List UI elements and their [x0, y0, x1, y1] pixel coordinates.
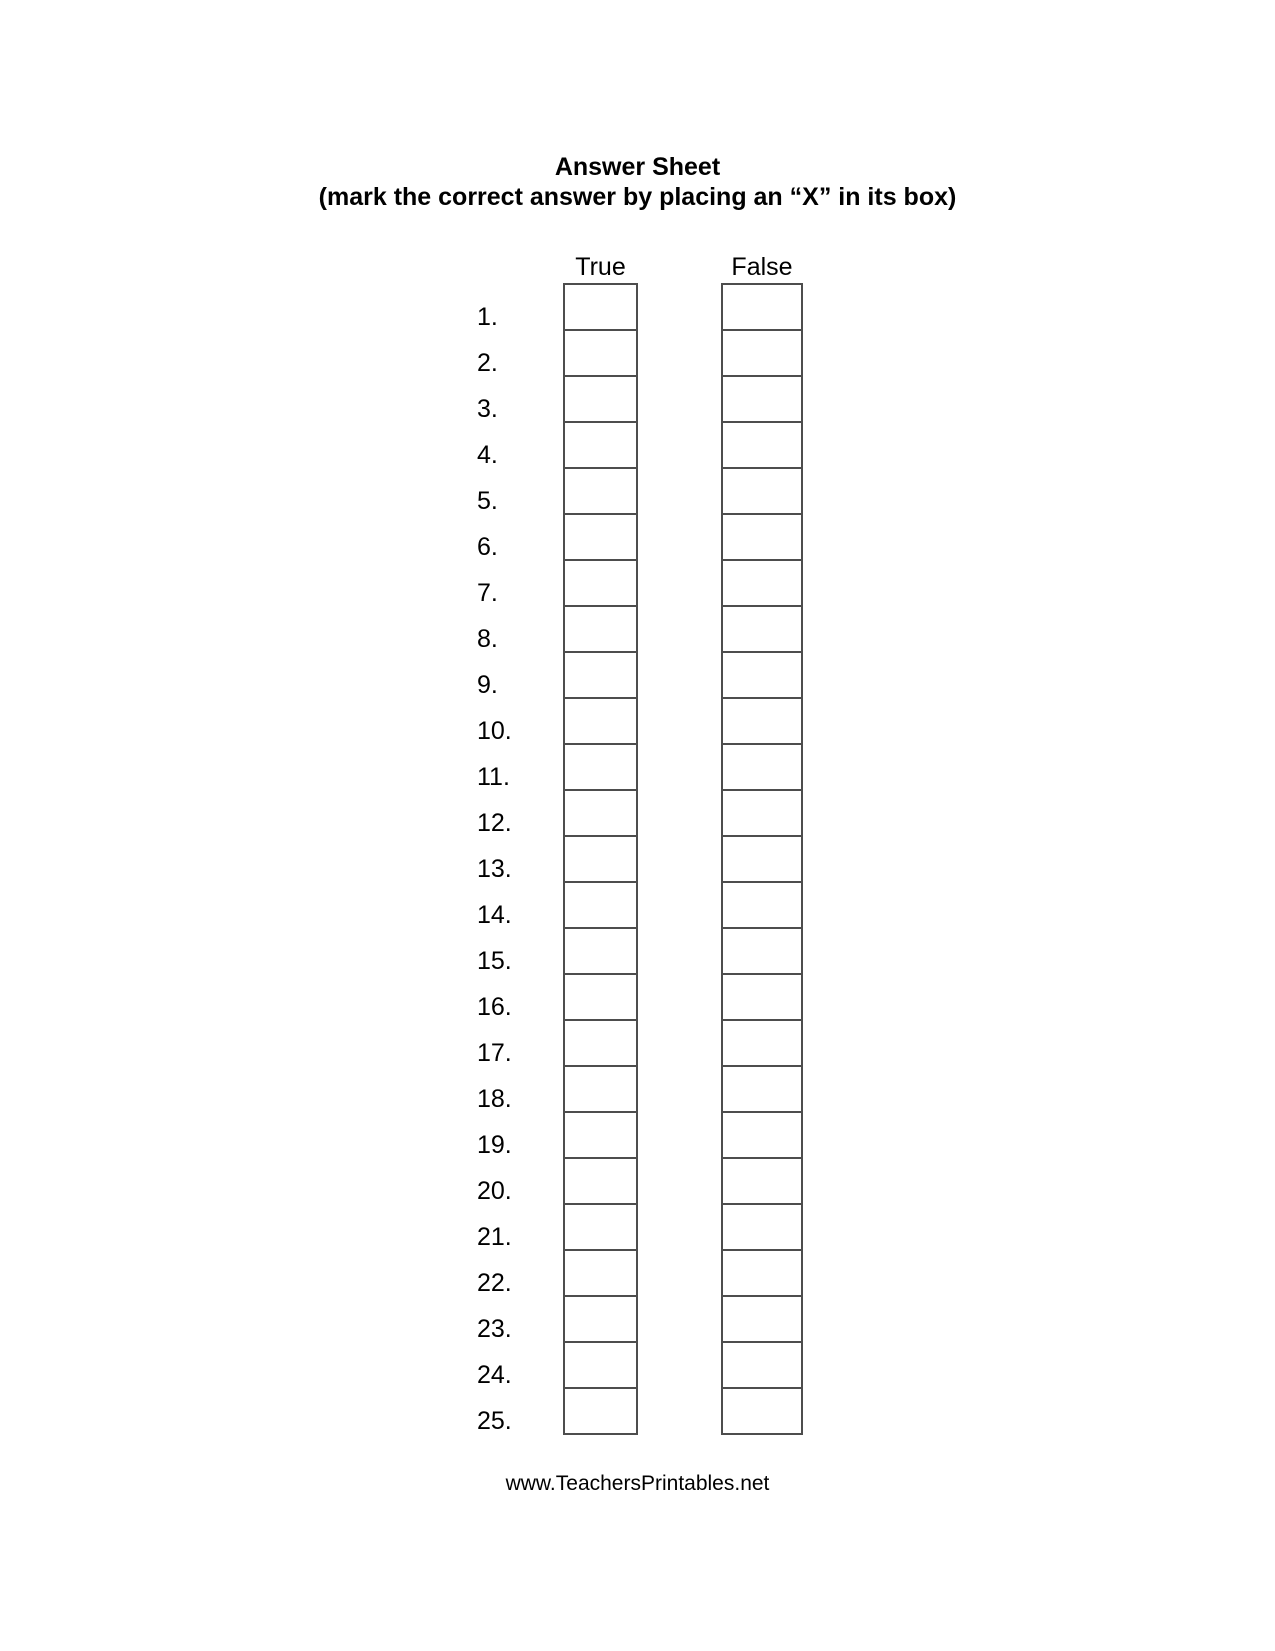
page-title: Answer Sheet — [554, 153, 721, 181]
question-number: 24. — [477, 1361, 512, 1389]
false-answer-box[interactable] — [721, 605, 803, 653]
true-answer-box[interactable] — [563, 1249, 638, 1297]
false-answer-box[interactable] — [721, 421, 803, 469]
true-answer-box[interactable] — [563, 421, 638, 469]
false-answer-box[interactable] — [721, 651, 803, 699]
false-answer-box[interactable] — [721, 973, 803, 1021]
true-answer-box[interactable] — [563, 697, 638, 745]
question-number-column — [477, 283, 512, 1433]
false-answer-box[interactable] — [721, 329, 803, 377]
true-checkbox-column — [563, 283, 638, 1435]
true-answer-box[interactable] — [563, 1341, 638, 1389]
false-answer-box[interactable] — [721, 513, 803, 561]
false-answer-box[interactable] — [721, 1203, 803, 1251]
true-answer-box[interactable] — [563, 375, 638, 423]
false-answer-box[interactable] — [721, 1387, 803, 1435]
true-answer-box[interactable] — [563, 1387, 638, 1435]
question-number: 9. — [477, 671, 498, 699]
false-answer-box[interactable] — [721, 881, 803, 929]
true-answer-box[interactable] — [563, 513, 638, 561]
false-answer-box[interactable] — [721, 467, 803, 515]
false-answer-box[interactable] — [721, 1295, 803, 1343]
false-answer-box[interactable] — [721, 743, 803, 791]
question-number: 11. — [477, 763, 510, 791]
question-number: 3. — [477, 395, 498, 423]
column-header-true: True — [575, 253, 626, 281]
column-header-false: False — [731, 253, 793, 281]
question-number: 14. — [477, 901, 512, 929]
question-number: 8. — [477, 625, 498, 653]
question-number: 5. — [477, 487, 498, 515]
true-answer-box[interactable] — [563, 1111, 638, 1159]
question-number: 2. — [477, 349, 498, 377]
true-answer-box[interactable] — [563, 881, 638, 929]
question-number: 23. — [477, 1315, 512, 1343]
question-number: 6. — [477, 533, 498, 561]
page-subtitle: (mark the correct answer by placing an “X” in its box) — [318, 183, 957, 211]
question-number: 16. — [477, 993, 512, 1021]
true-answer-box[interactable] — [563, 605, 638, 653]
true-answer-box[interactable] — [563, 789, 638, 837]
true-answer-box[interactable] — [563, 1065, 638, 1113]
true-answer-box[interactable] — [563, 743, 638, 791]
question-number: 20. — [477, 1177, 512, 1205]
true-answer-box[interactable] — [563, 835, 638, 883]
false-checkbox-column — [721, 283, 803, 1435]
false-answer-box[interactable] — [721, 1065, 803, 1113]
false-answer-box[interactable] — [721, 835, 803, 883]
false-answer-box[interactable] — [721, 789, 803, 837]
false-answer-box[interactable] — [721, 375, 803, 423]
true-answer-box[interactable] — [563, 283, 638, 331]
false-answer-box[interactable] — [721, 927, 803, 975]
question-number: 4. — [477, 441, 498, 469]
question-number: 10. — [477, 717, 512, 745]
question-number: 17. — [477, 1039, 512, 1067]
true-answer-box[interactable] — [563, 927, 638, 975]
false-answer-box[interactable] — [721, 283, 803, 331]
title-block — [0, 152, 1275, 212]
question-number: 13. — [477, 855, 512, 883]
true-answer-box[interactable] — [563, 1203, 638, 1251]
false-answer-box[interactable] — [721, 1341, 803, 1389]
question-number: 1. — [477, 303, 498, 331]
question-number: 22. — [477, 1269, 512, 1297]
question-number: 18. — [477, 1085, 512, 1113]
true-answer-box[interactable] — [563, 1295, 638, 1343]
false-answer-box[interactable] — [721, 559, 803, 607]
question-number: 7. — [477, 579, 498, 607]
question-number: 12. — [477, 809, 512, 837]
false-answer-box[interactable] — [721, 1111, 803, 1159]
false-answer-box[interactable] — [721, 1249, 803, 1297]
question-number: 15. — [477, 947, 512, 975]
question-number: 19. — [477, 1131, 512, 1159]
false-answer-box[interactable] — [721, 1157, 803, 1205]
true-answer-box[interactable] — [563, 329, 638, 377]
question-number: 25. — [477, 1407, 512, 1435]
false-answer-box[interactable] — [721, 1019, 803, 1067]
true-answer-box[interactable] — [563, 1157, 638, 1205]
true-answer-box[interactable] — [563, 1019, 638, 1067]
question-number: 21. — [477, 1223, 512, 1251]
footer-url: www.TeachersPrintables.net — [505, 1472, 770, 1495]
true-answer-box[interactable] — [563, 651, 638, 699]
false-answer-box[interactable] — [721, 697, 803, 745]
true-answer-box[interactable] — [563, 467, 638, 515]
true-answer-box[interactable] — [563, 559, 638, 607]
true-answer-box[interactable] — [563, 973, 638, 1021]
